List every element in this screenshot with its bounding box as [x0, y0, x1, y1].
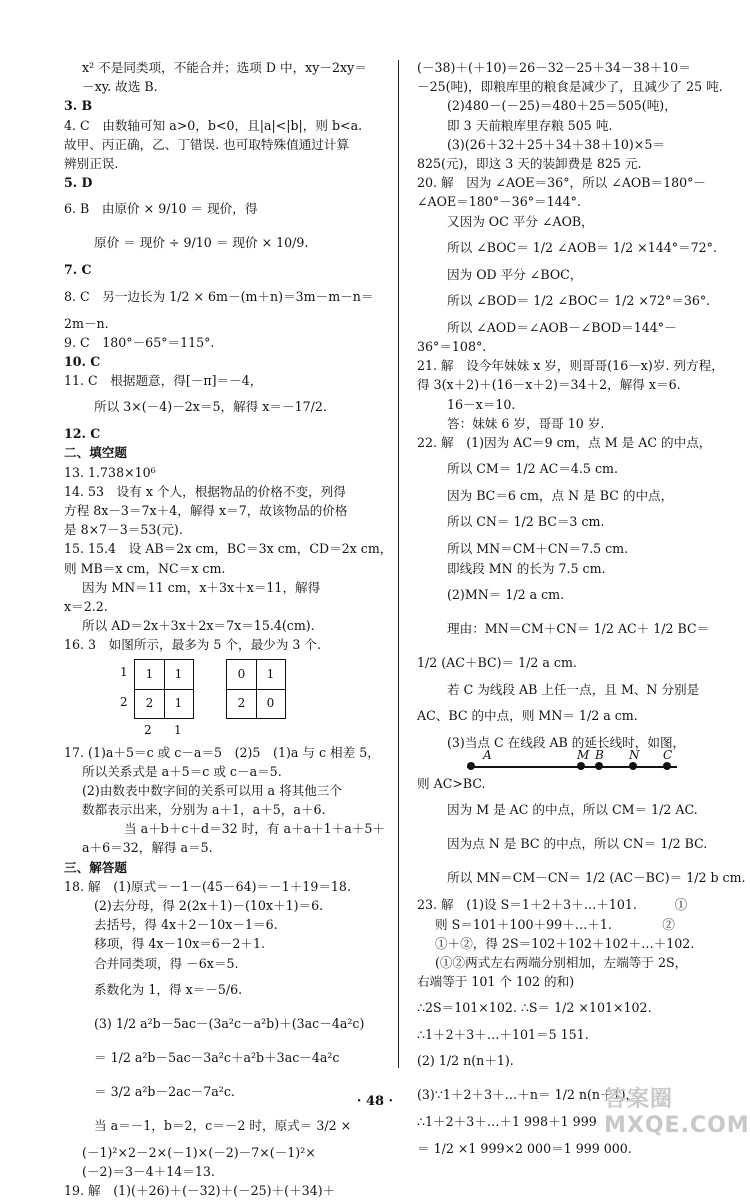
- text-line: 825(元)，即这 3 天的装卸费是 825 元.: [417, 154, 713, 173]
- text-line: 15. 15.4 设 AB＝2x cm，BC＝3x cm，CD＝2x cm，: [64, 539, 382, 558]
- text-line: 所以 CN＝ 1/2 BC＝3 cm.: [417, 505, 713, 539]
- right-column: [417, 58, 713, 1166]
- text-line: 合并同类项，得 －6x＝5.: [64, 954, 382, 973]
- text-line: (3)∵1＋2＋3＋…＋n＝ 1/2 n(n＋1)，: [417, 1078, 713, 1112]
- text-line: (3)(26＋32＋25＋34＋38＋10)×5＝: [417, 135, 713, 154]
- text-line: 若 C 为线段 AB 上任一点，且 M、N 分别是: [417, 680, 713, 699]
- left-column: [64, 58, 382, 1200]
- text-line: －xy. 故选 B.: [64, 77, 382, 96]
- segment-point: [629, 762, 637, 770]
- text-line: 数都表示出来，分别为 a＋1，a＋5，a＋6.: [64, 800, 382, 819]
- segment-point: [595, 762, 603, 770]
- text-line: 21. 解 设今年妹妹 x 岁，则哥哥(16－x)岁. 列方程，: [417, 356, 713, 375]
- segment-line: [467, 766, 677, 768]
- text-line: 辨别正误.: [64, 154, 382, 173]
- text-line: 所以 3×(－4)－2x＝5，解得 x＝－17/2.: [64, 390, 382, 424]
- grid-figure: [134, 655, 382, 743]
- grid-cell: 2: [135, 689, 164, 718]
- text-line: 当 a＝－1，b＝2，c＝－2 时，原式＝ 3/2 ×: [64, 1109, 382, 1143]
- text-line: 方程 8x－3＝7x＋4，解得 x＝7，故该物品的价格: [64, 501, 382, 520]
- col-label: 1: [174, 723, 182, 737]
- segment-figure: [427, 752, 713, 774]
- text-line: 即线段 MN 的长为 7.5 cm.: [417, 559, 713, 578]
- segment-label: M: [577, 748, 589, 762]
- text-line: 20. 解 因为 ∠AOE＝36°，所以 ∠AOB＝180°－: [417, 173, 713, 192]
- text-line: 因为点 N 是 BC 的中点，所以 CN＝ 1/2 BC.: [417, 827, 713, 861]
- text-line: ＝ 3/2 a²b－2ac－7a²c.: [64, 1075, 382, 1109]
- grid-cell: 2: [227, 689, 256, 718]
- text-line: 又因为 OC 平分 ∠AOB，: [417, 212, 713, 231]
- right-text-block: [417, 58, 713, 752]
- text-line: 则 S＝101＋100＋99＋…＋1. ②: [417, 915, 713, 934]
- text-line: (3)当点 C 在线段 AB 的延长线时，如图，: [417, 733, 713, 752]
- text-line: 因为 MN＝11 cm，x＋3x＋x＝11，解得: [64, 578, 382, 597]
- left-text-block-2: [64, 743, 382, 1200]
- text-line: 16－x＝10.: [417, 395, 713, 414]
- text-line: AC、BC 的中点，则 MN＝ 1/2 a cm.: [417, 699, 713, 733]
- text-line: 所以 ∠BOD＝ 1/2 ∠BOC＝ 1/2 ×72°＝36°.: [417, 284, 713, 318]
- text-line: 5. D: [64, 173, 382, 192]
- text-line: 三、解答题: [64, 858, 382, 877]
- text-line: 因为 OD 平分 ∠BOC，: [417, 265, 713, 284]
- text-line: 所以 MN＝CM－CN＝ 1/2 (AC－BC)＝ 1/2 b cm.: [417, 861, 713, 895]
- left-text-block: [64, 58, 382, 655]
- text-line: 23. 解 (1)设 S＝1＋2＋3＋…＋101. ①: [417, 895, 713, 914]
- col-label: 2: [144, 723, 152, 737]
- segment-label: B: [595, 748, 604, 762]
- segment-point: [577, 762, 585, 770]
- text-line: ＝ 1/2 ×1 999×2 000＝1 999 000.: [417, 1132, 713, 1166]
- grid-cell: 0: [256, 689, 285, 718]
- text-line: 理由：MN＝CM＋CN＝ 1/2 AC＋ 1/2 BC＝: [417, 612, 713, 646]
- grid-cell: 1: [164, 689, 193, 718]
- page-number: · 48 ·: [0, 1094, 750, 1109]
- grid-right: [226, 659, 286, 719]
- text-line: 19. 解 (1)(＋26)＋(－32)＋(－25)＋(＋34)＋: [64, 1181, 382, 1200]
- text-line: 去括号，得 4x＋2－10x－1＝6.: [64, 915, 382, 934]
- text-line: 36°＝108°.: [417, 337, 713, 356]
- text-line: 所以关系式是 a＋5＝c 或 c－a＝5.: [64, 762, 382, 781]
- watermark: 答案圈 MXQE.COM: [604, 1082, 744, 1122]
- text-line: 因为 BC＝6 cm，点 N 是 BC 的中点，: [417, 486, 713, 505]
- text-line: 当 a＋b＋c＋d＝32 时，有 a＋a＋1＋a＋5＋: [64, 819, 382, 838]
- text-line: 则 AC>BC.: [417, 774, 713, 793]
- text-line: 8. C 另一边长为 1/2 × 6m－(m＋n)＝3m－m－n＝: [64, 280, 382, 314]
- text-line: 系数化为 1，得 x＝－5/6.: [64, 973, 382, 1007]
- text-line: ∴1＋2＋3＋…＋101＝5 151.: [417, 1025, 713, 1044]
- text-line: 移项，得 4x－10x＝6－2＋1.: [64, 934, 382, 953]
- segment-label: C: [663, 748, 672, 762]
- grid-cell: 1: [256, 660, 285, 689]
- text-line: 所以 MN＝CM＋CN＝7.5 cm.: [417, 539, 713, 558]
- text-line: ∴1＋2＋3＋…＋1 998＋1 999: [417, 1112, 713, 1131]
- text-line: 即 3 天前粮库里存粮 505 吨.: [417, 116, 713, 135]
- text-line: 4. C 由数轴可知 a>0，b<0，且|a|<|b|，则 b<a.: [64, 116, 382, 135]
- text-line: 2m－n.: [64, 314, 382, 333]
- text-line: x＝2.2.: [64, 597, 382, 616]
- text-line: (2)去分母，得 2(2x＋1)－(10x＋1)＝6.: [64, 896, 382, 915]
- text-line: ∴2S＝101×102. ∴S＝ 1/2 ×101×102.: [417, 991, 713, 1025]
- text-line: 13. 1.738×10⁶: [64, 463, 382, 482]
- text-line: 18. 解 (1)原式＝－1－(45－64)＝－1＋19＝18.: [64, 877, 382, 896]
- text-line: (2) 1/2 n(n＋1).: [417, 1044, 713, 1078]
- text-line: 16. 3 如图所示，最多为 5 个，最少为 3 个.: [64, 635, 382, 654]
- text-line: ∠AOE＝180°－36°＝144°.: [417, 192, 713, 211]
- text-line: x² 不是同类项，不能合并；选项 D 中，xy－2xy＝: [64, 58, 382, 77]
- segment-point: [467, 762, 475, 770]
- grid-cell: 0: [227, 660, 256, 689]
- text-line: 1/2 (AC＋BC)＝ 1/2 a cm.: [417, 646, 713, 680]
- text-line: 答：妹妹 6 岁，哥哥 10 岁.: [417, 414, 713, 433]
- segment-point: [663, 762, 671, 770]
- text-line: 二、填空题: [64, 443, 382, 462]
- text-line: (2)MN＝ 1/2 a cm.: [417, 578, 713, 612]
- text-line: －25(吨)，即粮库里的粮食是减少了，且减少了 25 吨.: [417, 77, 713, 96]
- text-line: 因为 M 是 AC 的中点，所以 CM＝ 1/2 AC.: [417, 793, 713, 827]
- text-line: 14. 53 设有 x 个人，根据物品的价格不变，列得: [64, 482, 382, 501]
- grid-cell: 1: [164, 660, 193, 689]
- text-line: 7. C: [64, 260, 382, 279]
- segment-label: N: [629, 748, 640, 762]
- text-line: (①②两式左右两端分别相加，左端等于 2S，: [417, 953, 713, 972]
- text-line: (－1)²×2－2×(－1)×(－2)－7×(－1)²×: [64, 1143, 382, 1162]
- text-line: 是 8×7－3＝53(元).: [64, 520, 382, 539]
- text-line: (3) 1/2 a²b－5ac－(3a²c－a²b)＋(3ac－4a²c): [64, 1007, 382, 1041]
- text-line: 右端等于 101 个 102 的和): [417, 972, 713, 991]
- grid-cell: 1: [135, 660, 164, 689]
- text-line: 22. 解 (1)因为 AC＝9 cm，点 M 是 AC 的中点，: [417, 433, 713, 452]
- column-divider: [398, 60, 399, 1068]
- text-line: (－38)＋(＋10)＝26－32－25＋34－38＋10＝: [417, 58, 713, 77]
- text-line: (2)由数表中数字间的关系可以用 a 将其他三个: [64, 781, 382, 800]
- text-line: 故甲、丙正确，乙、丁错误. 也可取特殊值通过计算: [64, 135, 382, 154]
- grid-left: [134, 659, 194, 719]
- text-line: 所以 AD＝2x＋3x＋2x＝7x＝15.4(cm).: [64, 616, 382, 635]
- text-line: 3. B: [64, 96, 382, 115]
- segment-label: A: [483, 748, 492, 762]
- text-line: 17. (1)a＋5＝c 或 c－a＝5 (2)5 (1)a 与 c 相差 5，: [64, 743, 382, 762]
- text-line: (2)480－(－25)＝480＋25＝505(吨)，: [417, 96, 713, 115]
- text-line: 所以 CM＝ 1/2 AC＝4.5 cm.: [417, 452, 713, 486]
- text-line: 所以 ∠AOD＝∠AOB－∠BOD＝144°－: [417, 318, 713, 337]
- row-label: 2: [120, 695, 128, 709]
- text-line: 10. C: [64, 352, 382, 371]
- text-line: 所以 ∠BOC＝ 1/2 ∠AOB＝ 1/2 ×144°＝72°.: [417, 231, 713, 265]
- text-line: ＝ 1/2 a²b－5ac－3a²c＋a²b＋3ac－4a²c: [64, 1041, 382, 1075]
- text-line: 12. C: [64, 424, 382, 443]
- text-line: 原价 ＝ 现价 ÷ 9/10 ＝ 现价 × 10/9.: [64, 226, 382, 260]
- text-line: 则 MB＝x cm，NC＝x cm.: [64, 559, 382, 578]
- text-line: (－2)＝3－4＋14＝13.: [64, 1162, 382, 1181]
- text-line: a＋6＝32，解得 a＝5.: [64, 838, 382, 857]
- text-line: 9. C 180°－65°＝115°.: [64, 333, 382, 352]
- text-line: 得 3(x＋2)＋(16－x＋2)＝34＋2，解得 x＝6.: [417, 375, 713, 394]
- text-line: 11. C 根据题意，得[－π]＝－4，: [64, 371, 382, 390]
- text-line: 6. B 由原价 × 9/10 ＝ 现价，得: [64, 192, 382, 226]
- row-label: 1: [120, 665, 128, 679]
- text-line: ①＋②，得 2S＝102＋102＋102＋…＋102.: [417, 934, 713, 953]
